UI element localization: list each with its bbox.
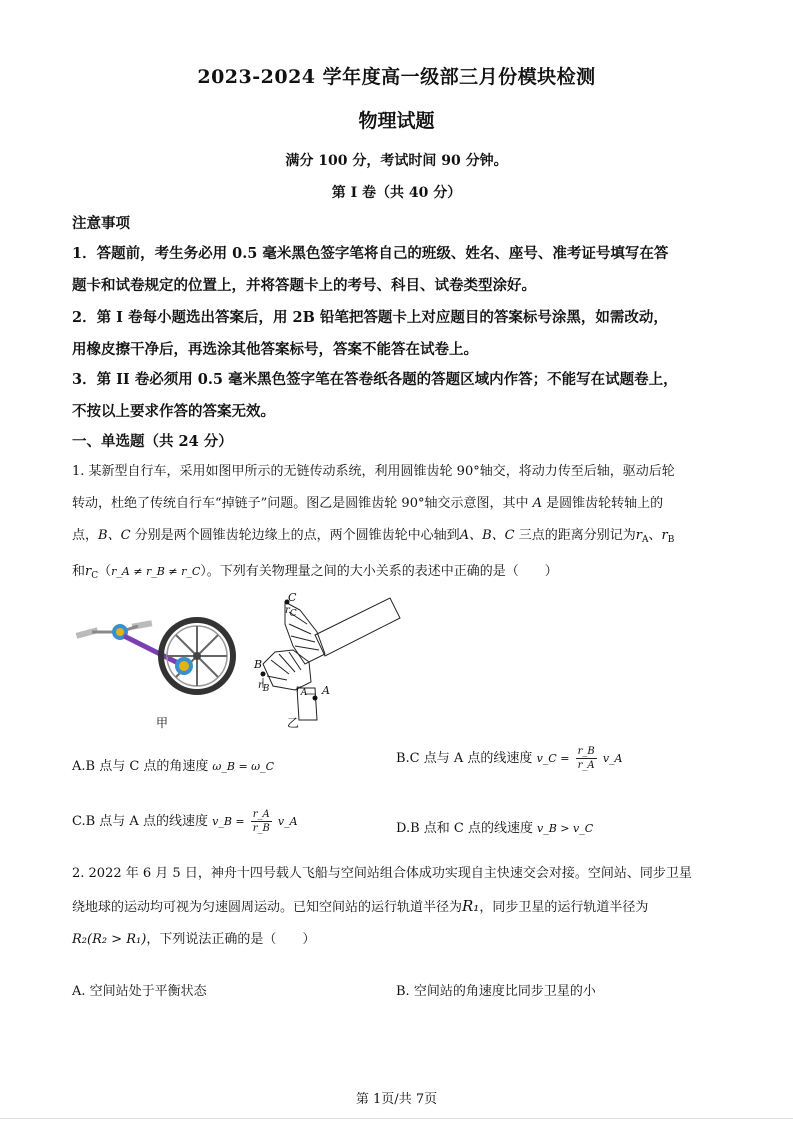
subscript: A (641, 535, 649, 545)
r2-formula: R₂(R₂ > R₁) (72, 932, 147, 947)
exam-meta: 满分 100 分，考试时间 90 分钟。 (285, 153, 508, 169)
notice-item-1 (72, 238, 732, 302)
q2-text: 绕地球的运动均可视为匀速圆周运动。已知空间站的运行轨道半径为 (72, 900, 463, 915)
question-1 (72, 456, 727, 592)
inequality-formula: r_A ≠ r_B ≠ r_C (111, 565, 201, 578)
gear-label-ra (296, 684, 307, 698)
option-formula: v_A (602, 752, 623, 765)
q1-option-c[interactable] (72, 808, 298, 835)
option-text: D.B 点和 C 点的线速度 (396, 821, 533, 836)
notice-item-2 (72, 302, 732, 366)
q1-text: 转动，杜绝了传统自行车“掉链子”问题。图乙是圆锥齿轮 90°轴交示意图，其中 (72, 496, 529, 511)
page-number: 第 1页/共 7页 (355, 1092, 438, 1107)
footer-divider (0, 1118, 793, 1119)
gear-label-rc (285, 605, 297, 619)
option-text: C.B 点与 A 点的线速度 (72, 814, 208, 829)
option-text: B.C 点与 A 点的线速度 (396, 751, 533, 766)
q1-text: 是圆锥齿轮转轴上的 (546, 496, 664, 511)
notice-line: 3．第 II 卷必须用 0.5 毫米黑色签字笔在答卷纸各题的答题区域内作答；不能写在试题卷上， (72, 371, 678, 388)
denominator: r_B (252, 823, 270, 834)
q2-line-3 (72, 924, 727, 956)
section-heading: 一、单选题（共 24 分） (72, 433, 233, 450)
q1-text: 和 (72, 564, 86, 579)
q1-text: 点， (72, 528, 99, 543)
q2-text: ，下列说法正确的是（ ） (146, 932, 316, 947)
option-formula: ω_B = ω_C (212, 760, 275, 773)
notice-line: 1．答题前，考生务必用 0.5 毫米黑色签字笔将自己的班级、姓名、座号、准考证号填写在答 (72, 245, 669, 262)
q1-text: ）。下列有关物理量之间的大小关系的表述中正确的是（ ） (200, 564, 558, 579)
subscript: C (289, 609, 297, 619)
subscript: A (300, 688, 308, 698)
r-symbol: r (635, 528, 642, 543)
figure-jia-drive-wheel (72, 610, 237, 695)
option-formula: v_C = (536, 752, 570, 765)
subject-title: 物理试题 (358, 110, 435, 132)
option-formula: v_B > v_C (537, 822, 594, 835)
r-symbol: r (661, 528, 668, 543)
figure-yi-label: 乙 (287, 716, 300, 730)
question-2 (72, 858, 727, 956)
point-a: A (532, 496, 542, 511)
q1-line-2 (72, 488, 727, 520)
q2-option-a[interactable]: A. 空间站处于平衡状态 (72, 984, 207, 999)
notice-line: 2．第 I 卷每小题选出答案后，用 2B 铅笔把答题卡上对应题目的答案标号涂黑，如需改动， (72, 309, 668, 326)
points-bc: B、C (98, 528, 131, 543)
denominator: r_A (577, 760, 595, 771)
q1-line-1: 1. 某新型自行车，采用如图甲所示的无链传动系统，利用圆锥齿轮 90°轴交，将动力传至后轴，驱动后轮 (72, 464, 675, 479)
q1-option-b[interactable] (396, 745, 623, 772)
option-formula: v_B = (212, 815, 245, 828)
q1-line-4: 和$r_C(r\_A$ ≠ r_B ≠ r_C）。下列有关物理量之间的大小关系的表述中正确的是（ ） (72, 564, 558, 581)
gear-label-c: C (288, 591, 297, 604)
q1-text: 分别是两个圆锥齿轮边缘上的点，两个圆锥齿轮中心轴到 (134, 528, 460, 543)
subscript: B (667, 535, 675, 545)
exam-title: 2023-2024 学年度高一级部三月份模块检测 (197, 66, 596, 88)
numerator: r_B (577, 746, 595, 757)
notice-item-3 (72, 364, 732, 428)
fraction (251, 808, 272, 835)
r1-symbol: R₁ (462, 897, 480, 915)
gear-label-a: A (322, 684, 330, 697)
q1-option-d[interactable] (396, 817, 593, 836)
subscript: C (91, 571, 99, 581)
notice-heading: 注意事项 (72, 215, 130, 232)
q2-text: ，同步卫星的运行轨道半径为 (479, 900, 649, 915)
r-symbol: r (285, 605, 290, 616)
option-formula: v_A (277, 815, 298, 828)
subscript: B (262, 684, 270, 694)
q1-line-3: 点，B、C 分别是两个圆锥齿轮边缘上的点，两个圆锥齿轮中心轴到A、B、C 三点的距离分别记为$r_A$、$r_B$ (72, 528, 675, 545)
points-abc: A、B、C (459, 528, 515, 543)
r-symbol: r (258, 680, 263, 691)
fraction (576, 745, 597, 772)
notice-line: 题卡和试卷规定的位置上，并将答题卡上的考号、科目、试卷类型涂好。 (72, 277, 536, 294)
r-symbol: r (296, 684, 301, 695)
r-symbol: r (85, 564, 92, 579)
q2-option-b[interactable]: B. 空间站的角速度比同步卫星的小 (396, 984, 596, 999)
option-text: A.B 点与 C 点的角速度 (72, 759, 209, 774)
q2-line-1: 2. 2022 年 6 月 5 日，神舟十四号载人飞船与空间站组合体成功实现自主快速交会对接。空间站、同步卫星 (72, 866, 692, 881)
figure-jia-label: 甲 (156, 716, 169, 730)
notice-line: 用橡皮擦干净后，再选涂其他答案标号，答案不能答在试卷上。 (72, 341, 478, 358)
q1-option-a[interactable] (72, 755, 274, 774)
gear-label-b: B (254, 658, 263, 671)
q1-text: 三点的距离分别记为 (518, 528, 636, 543)
figure-yi-bevel-gears (245, 590, 405, 730)
numerator: r_A (252, 809, 270, 820)
notice-line: 不按以上要求作答的答案无效。 (72, 403, 275, 420)
gear-label-rb (258, 680, 269, 694)
volume-title: 第 I 卷（共 40 分） (331, 185, 462, 201)
q2-line-2 (72, 890, 727, 924)
